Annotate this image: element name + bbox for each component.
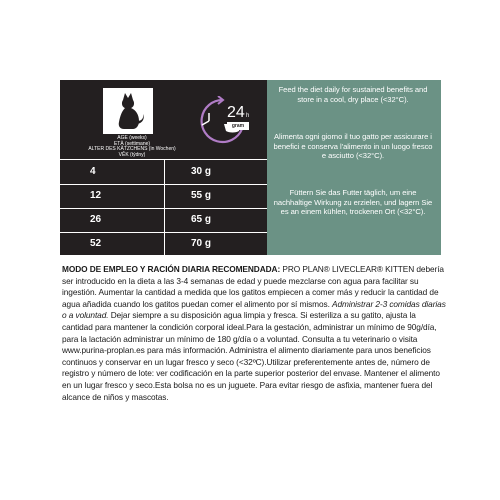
- instructions-text: PRO PLAN® LIVECLEAR® KITTEN debería ser introducido en la dieta a las 3-4 semanas de edad y puede mezclarse con agua para facilitar su ingestión. Aumentar la cantidad a medida que los gatitos empiecen a comer más y reducir la cantidad de agua añadida cuando los gatitos puedan comer el alimento por sí mismos.: [62, 264, 444, 309]
- row-age: 52: [90, 238, 102, 249]
- instructions-meals: Administrar 2-3 comidas diarias o a voluntad.: [62, 298, 446, 321]
- storage-info-de: Füttern Sie das Futter täglich, um eine nachhaltige Wirkung zu erzielen, und lagern Sie es an einem kühlen, trockenen Ort (<32°C).: [273, 188, 433, 217]
- age-label-cz: VĚK (týdny): [118, 151, 146, 158]
- instructions-text-continued: Dejar siempre a su disposición agua limpia y fresca. Si esteriliza a su gatito, ajusta la cantidad para mantener la condición corporal ideal.Para la gestación, administrar un mínimo de 90g/día, para la lactación administrar un mínimo de 180 g/día o a voluntad. Consulta a tu veterinario o visita www.purina-proplan.es para más información. Administra el alimento diariamente para unos beneficios continuos y conservar en un lugar fresco y seco (<32ºC).Utilizar preferentemente antes de, número de registro y número de lote: ver codificación en la parte superior posterior del envase. Mantener el alimento en un lugar fresco y seco.Esta bolsa no es un juguete. Para evitar riesgo de asfixia, mantener fuera del alcance de niños y mascotas.: [62, 310, 440, 402]
- age-label-en: AGE (weeks): [117, 135, 147, 141]
- feeding-instructions: [62, 264, 446, 403]
- table-row: [60, 184, 267, 208]
- table-row: [60, 208, 267, 232]
- clock-icon: [172, 96, 272, 146]
- row-age: 26: [90, 214, 102, 225]
- quantity-label: gram: [227, 122, 249, 130]
- age-label-de: ALTER DES KÄTZCHENS (in Wochen): [88, 146, 176, 153]
- row-quantity: 65 g: [191, 214, 212, 225]
- row-quantity: 30 g: [191, 166, 212, 177]
- storage-info-it: Alimenta ogni giorno il tuo gatto per assicurare i benefici e conserva l'alimento in un luogo fresco e asciutto (<32°C).: [273, 132, 433, 161]
- time-unit: h: [246, 113, 250, 119]
- row-quantity: 70 g: [191, 238, 212, 249]
- time-period: 24: [227, 104, 245, 121]
- instructions-heading: MODO DE EMPLEO Y RACIÓN DIARIA RECOMENDADA:: [62, 264, 281, 274]
- row-age: 12: [90, 190, 102, 201]
- table-row: [60, 160, 267, 184]
- row-age: 4: [90, 166, 96, 177]
- storage-info-panel: [267, 80, 441, 255]
- age-label-it: ETÀ (settimane): [113, 140, 151, 147]
- row-quantity: 55 g: [191, 190, 212, 201]
- kitten-icon: [103, 88, 153, 134]
- table-row: [60, 232, 267, 256]
- storage-info-en: Feed the diet daily for sustained benefits and store in a cool, dry place (<32°C).: [278, 85, 428, 104]
